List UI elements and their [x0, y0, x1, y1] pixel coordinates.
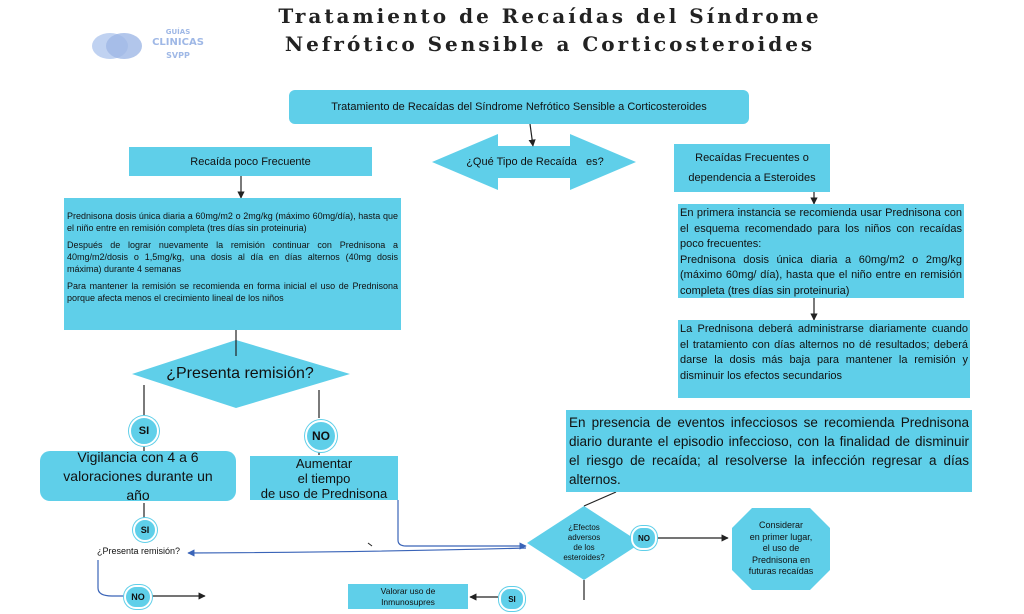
- considerar-line-1: Considerar: [758, 520, 804, 531]
- efectos-question: [549, 520, 619, 566]
- efectos-si-circle: [499, 587, 525, 611]
- si-label: SI: [138, 425, 150, 437]
- title-line-2: Nefrótico Sensible a Corticosteroides: [284, 32, 816, 56]
- right-header-line-1: Recaídas Frecuentes o: [695, 152, 809, 164]
- considerar-line-4: Prednisona en: [751, 554, 811, 565]
- bottom-no-circle: [124, 585, 152, 609]
- valorar-line-1: Valorar uso de: [380, 585, 436, 596]
- aumentar-line-2: el tiempo: [297, 471, 351, 486]
- aumentar-line-1: Aumentar: [295, 456, 353, 471]
- no-circle: [305, 420, 337, 452]
- valorar-box: [348, 584, 468, 609]
- small-remision-text: ¿Presenta remisión?: [97, 546, 181, 556]
- title-line-1: Tratamiento de Recaídas del Síndrome: [278, 4, 822, 28]
- question-label: ¿Qué Tipo de Recaída es?: [466, 156, 604, 168]
- infection-box: [566, 410, 972, 492]
- small-si-circle: [133, 518, 157, 542]
- left-header-box: [129, 147, 372, 176]
- considerar-line-5: futuras recaídas: [748, 566, 814, 577]
- logo-text-2: CLINICAS: [152, 37, 204, 48]
- efectos-no-label: NO: [638, 533, 650, 543]
- top-box: [289, 90, 749, 124]
- efectos-line-3: de los: [573, 543, 595, 552]
- right-header-box: [674, 144, 830, 192]
- vigilancia-box: [40, 448, 236, 503]
- aumentar-line-3: de uso de Prednisona: [260, 486, 388, 501]
- small-remision-question: [97, 546, 207, 556]
- bottom-no-label: NO: [131, 592, 145, 602]
- efectos-line-4: esteroides?: [563, 553, 605, 562]
- si-circle: [129, 416, 159, 446]
- infection-text: En presencia de eventos infecciosos se recomienda Prednisona diario durante el episodio infeccioso, con la finalidad de disminuir el riesgo de recaída; al resolverse la infección regresar a días alternos.: [569, 415, 969, 487]
- left-header-text: Recaída poco Frecuente: [190, 155, 311, 168]
- right-header-line-2: dependencia a Esteroides: [688, 172, 816, 184]
- remision-question: [150, 362, 330, 386]
- efectos-si-label: SI: [508, 594, 516, 604]
- efectos-no-circle: [631, 526, 657, 550]
- left-text-p2: Después de lograr nuevamente la remisión continuar con Prednisona a 40mg/m2/dosis o 1,5mg/kg, una dosis al día en días alternos (40mg dosis máxima) durante 4 semanas: [67, 240, 398, 274]
- left-text-p3: Para mantener la remisión se recomienda en forma inicial el uso de Prednisona porque afecta menos el crecimiento lineal de los niños: [67, 281, 398, 303]
- aumentar-box: [250, 456, 398, 500]
- top-box-text: Tratamiento de Recaídas del Síndrome Nefrótico Sensible a Corticosteroides: [331, 101, 707, 113]
- vigilancia-text: Vigilancia con 4 a 6 valoraciones durante un año: [63, 448, 213, 503]
- considerar-line-3: el uso de: [762, 543, 800, 554]
- left-text-p1: Prednisona dosis única diaria a 60mg/m2 o 2mg/kg (máximo 60mg/día), hasta que el niño entre en remisión completa (tres días sin proteinuria): [67, 211, 398, 233]
- small-si-label: SI: [140, 525, 150, 535]
- considerar-text: [734, 514, 828, 584]
- right-text-2: La Prednisona deberá administrarse diariamente cuando el tratamiento con días alternos no dé resultados; deberá darse la dosis más baja para mantener la remisión y disminuir los efectos secundarios: [680, 323, 968, 382]
- right-text-box-1: [678, 204, 964, 298]
- right-text-1-p2: Prednisona dosis única diaria a 60mg/m2 o 2mg/kg (máximo 60mg/ día), hasta que el niño entre en remisión completa (tres días sin proteinuria): [680, 253, 962, 297]
- left-text-box: [64, 198, 401, 330]
- right-text-1-p1: En primera instancia se recomienda usar Prednisona con el esquema recomendado para los niños con recaídas poco frecuentes:: [680, 207, 962, 250]
- valorar-line-2: Inmunosupres: [381, 596, 435, 607]
- no-label: NO: [312, 429, 330, 443]
- efectos-line-1: ¿Efectos: [568, 523, 600, 532]
- logo-text-1: GUÍAS: [165, 28, 191, 36]
- efectos-line-2: adversos: [567, 533, 601, 542]
- remision-question-text: ¿Presenta remisión?: [166, 365, 314, 382]
- right-text-box-2: [678, 320, 970, 398]
- question-text: [466, 152, 604, 172]
- logo-text-3: SVPP: [166, 51, 190, 60]
- considerar-line-2: en primer lugar,: [749, 531, 813, 542]
